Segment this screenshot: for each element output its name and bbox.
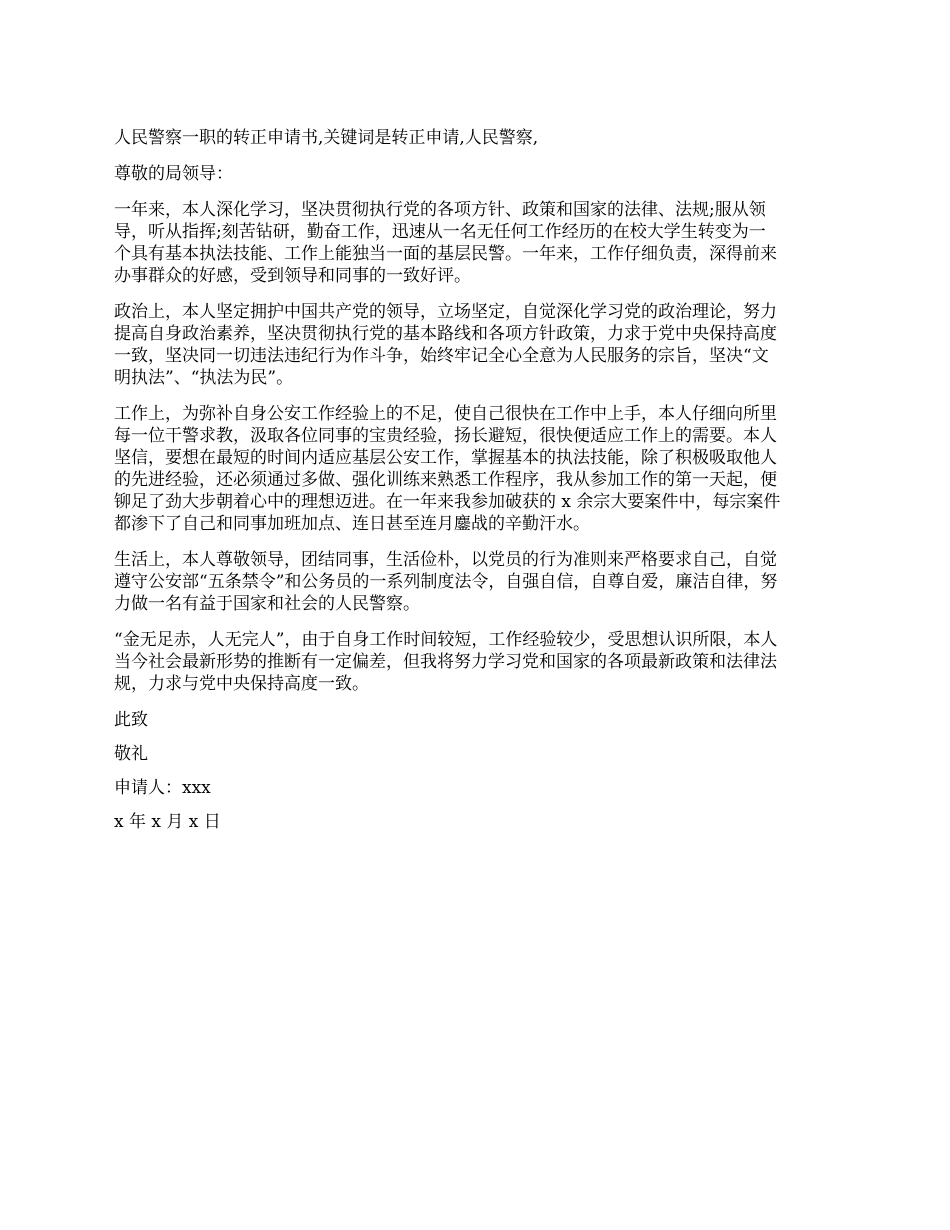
- applicant-line: 申请人：xxx: [114, 778, 211, 798]
- paragraph-line: 办事群众的好感，受到领导和同事的一致好评。: [114, 266, 471, 286]
- paragraph-line: 生活上，本人尊敬领导，团结同事，生活俭朴，以党员的行为准则来严格要求自己，自觉: [114, 550, 777, 570]
- paragraph-line: 明执法”、“执法为民”。: [114, 368, 294, 388]
- salutation: 尊敬的局领导：: [114, 164, 233, 184]
- paragraph-1: [114, 199, 840, 287]
- paragraph-line: 遵守公安部“五条禁令”和公务员的一系列制度法令，自强自信，自尊自爱，廉洁自律，努: [114, 572, 778, 592]
- paragraph-line: 提高自身政治素养，坚决贯彻执行党的基本路线和各项方针政策，力求于党中央保持高度: [114, 324, 777, 344]
- paragraph-5: [114, 629, 840, 695]
- paragraph-line: 政治上，本人坚定拥护中国共产党的领导，立场坚定，自觉深化学习党的政治理论，努力: [114, 302, 777, 322]
- paragraph-line: 坚信，要想在最短的时间内适应基层公安工作，掌握基本的执法技能，除了积极吸取他人: [114, 448, 777, 468]
- paragraph-line: 都渗下了自己和同事加班加点、连日甚至连月鏖战的辛勤汗水。: [114, 514, 590, 534]
- paragraph-line: 一年来，本人深化学习，坚决贯彻执行党的各项方针、政策和国家的法律、法规;服从领: [114, 200, 766, 220]
- closing-ci-zhi: 此致: [114, 710, 148, 730]
- paragraph-line: 一致，坚决同一切违法违纪行为作斗争，始终牢记全心全意为人民服务的宗旨，坚决“文: [114, 346, 769, 366]
- date-line: x 年 x 月 x 日: [114, 812, 221, 832]
- paragraph-line: 每一位干警求教，汲取各位同事的宝贵经验，扬长避短，很快便适应工作上的需要。本人: [114, 426, 777, 446]
- closing-jing-li: 敬礼: [114, 744, 148, 764]
- paragraph-line: 力做一名有益于国家和社会的人民警察。: [114, 594, 420, 614]
- paragraph-3: [114, 403, 840, 535]
- paragraph-2: [114, 301, 840, 389]
- title-line: 人民警察一职的转正申请书,关键词是转正申请,人民警察,: [114, 128, 539, 148]
- paragraph-line: 个具有基本执法技能、工作上能独当一面的基层民警。一年来，工作仔细负责，深得前来: [114, 244, 777, 264]
- paragraph-line: 铆足了劲大步朝着心中的理想迈进。在一年来我参加破获的 x 余宗大要案件中，每宗案件: [114, 492, 781, 512]
- paragraph-line: 规，力求与党中央保持高度一致。: [114, 674, 369, 694]
- paragraph-4: [114, 549, 840, 615]
- paragraph-line: “金无足赤，人无完人”，由于自身工作时间较短，工作经验较少，受思想认识所限，本人: [114, 630, 778, 650]
- paragraph-line: 导，听从指挥;刻苦钻研，勤奋工作，迅速从一名无任何工作经历的在校大学生转变为一: [114, 222, 766, 242]
- paragraph-line: 的先进经验，还必须通过多做、强化训练来熟悉工作程序，我从参加工作的第一天起，便: [114, 470, 777, 490]
- document-page: [114, 127, 840, 845]
- paragraph-line: 当今社会最新形势的推断有一定偏差，但我将努力学习党和国家的各项最新政策和法律法: [114, 652, 777, 672]
- paragraph-line: 工作上，为弥补自身公安工作经验上的不足，使自己很快在工作中上手，本人仔细向所里: [114, 404, 777, 424]
